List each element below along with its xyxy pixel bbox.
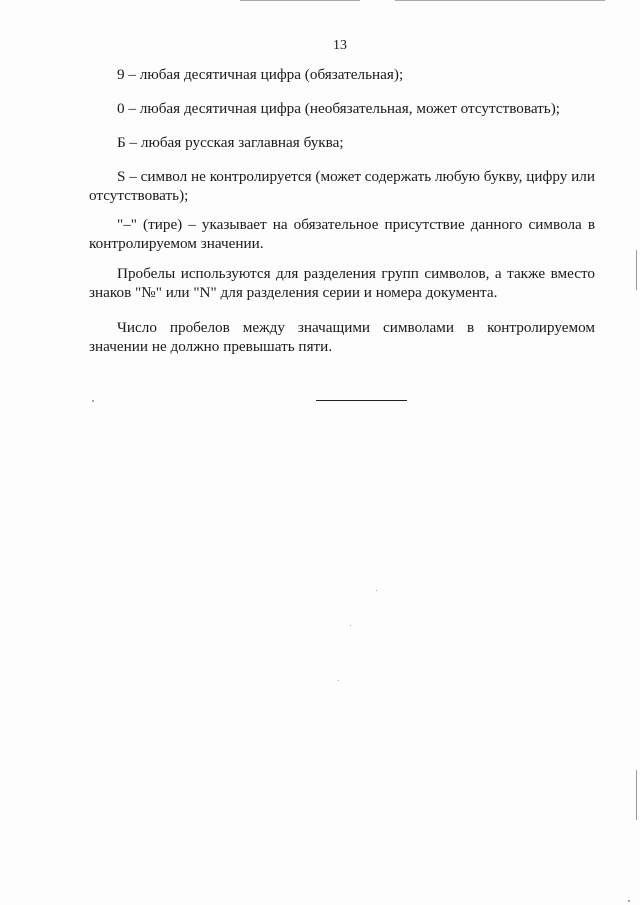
scan-edge-top (240, 0, 360, 1)
scan-edge-right (636, 250, 637, 290)
page-number: 13 (333, 38, 347, 53)
scan-speck (338, 680, 339, 681)
paragraph-digit-required: 9 – любая десятичная цифра (обязательная); (117, 66, 404, 83)
scan-edge-right (636, 770, 637, 820)
end-of-text-rule (316, 400, 407, 401)
paragraph-symbol-s: S – символ не контролируется (может содержать любую букву, цифру или отсутствовать); (89, 168, 595, 204)
paragraph-dash: "–" (тире) – указывает на обязательное присутствие данного символа в контролируемом значении. (89, 216, 595, 252)
scan-speck (628, 900, 630, 902)
scan-speck (376, 590, 377, 591)
paragraph-russian-letter: Б – любая русская заглавная буква; (117, 134, 344, 151)
paragraph-space-limit: Число пробелов между значащими символами в контролируемом значении не должно превышать пяти. (89, 319, 595, 355)
scan-speck (350, 625, 351, 626)
paragraph-digit-optional: 0 – любая десятичная цифра (необязательная, может отсутствовать); (117, 100, 561, 117)
scan-edge-top (395, 0, 605, 1)
paragraph-spaces: Пробелы используются для разделения групп символов, а также вместо знаков "№" или "N" для разделения серии и номера документа. (89, 265, 595, 301)
scan-speck (92, 400, 94, 402)
